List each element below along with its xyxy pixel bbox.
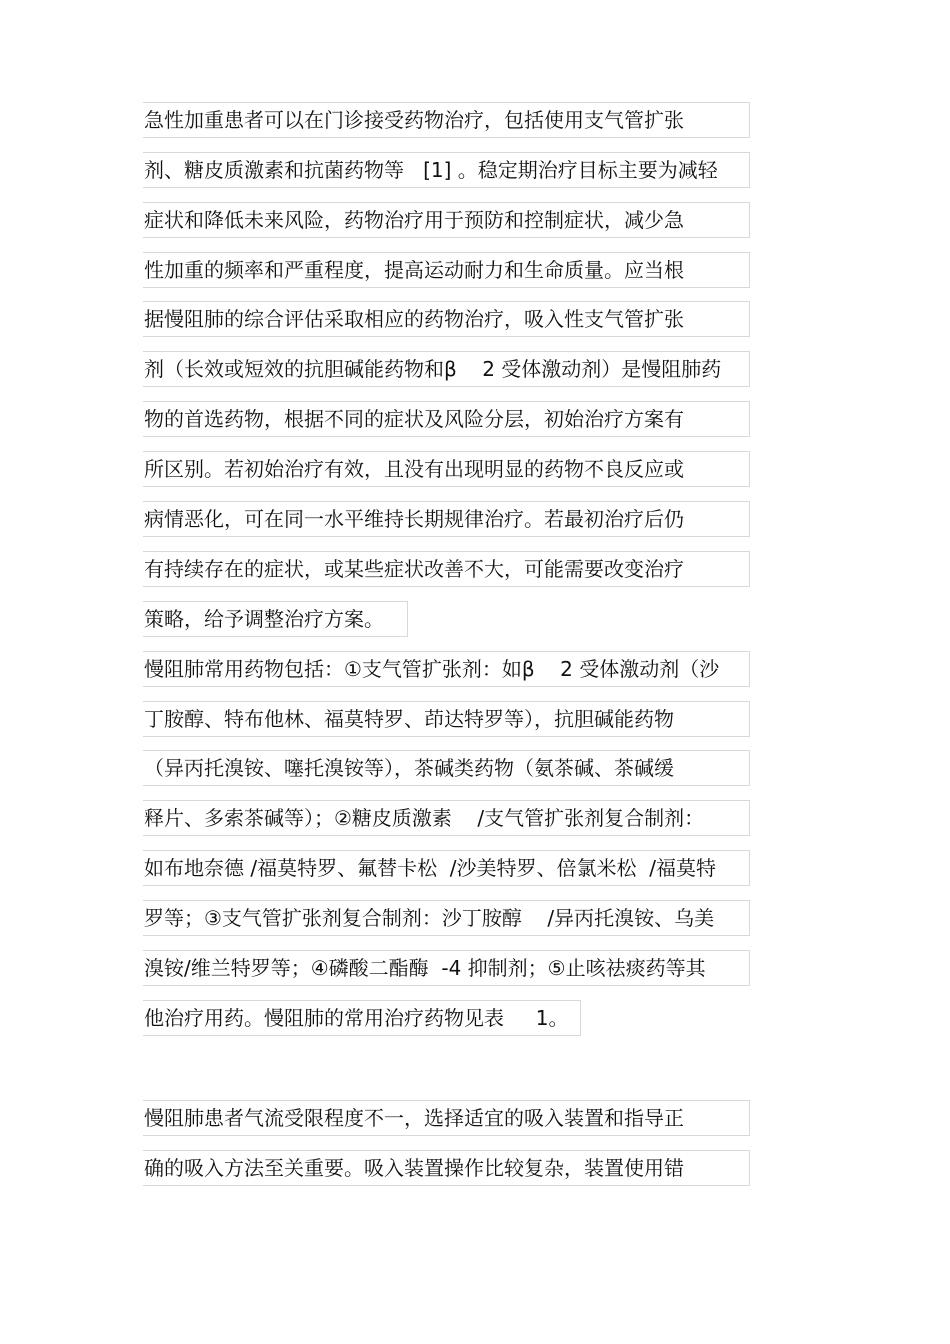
text-line: 丁胺醇、特布他林、福莫特罗、茚达特罗等），抗胆碱能药物 — [143, 701, 750, 737]
text-line: 策略，给予调整治疗方案。 — [143, 601, 408, 637]
text-line: 病情恶化，可在同一水平维持长期规律治疗。若最初治疗后仍 — [143, 501, 750, 537]
text-line: 他治疗用药。慢阻肺的常用治疗药物见表 1。 — [143, 1000, 581, 1036]
text-line: 所区别。若初始治疗有效，且没有出现明显的药物不良反应或 — [143, 451, 750, 487]
text-line: 溴铵/维兰特罗等；④磷酸二酯酶 -4 抑制剂；⑤止咳祛痰药等其 — [143, 950, 750, 986]
text-line: 物的首选药物，根据不同的症状及风险分层，初始治疗方案有 — [143, 401, 750, 437]
text-line: 症状和降低未来风险，药物治疗用于预防和控制症状，减少急 — [143, 202, 750, 238]
text-line: 确的吸入方法至关重要。吸入装置操作比较复杂，装置使用错 — [143, 1150, 750, 1186]
text-line: 释片、多索茶碱等）；②糖皮质激素 /支气管扩张剂复合制剂： — [143, 800, 750, 836]
text-line: 慢阻肺患者气流受限程度不一，选择适宜的吸入装置和指导正 — [143, 1100, 750, 1136]
text-line: 有持续存在的症状，或某些症状改善不大，可能需要改变治疗 — [143, 551, 750, 587]
text-line: 罗等；③支气管扩张剂复合制剂：沙丁胺醇 /异丙托溴铵、乌美 — [143, 900, 750, 936]
text-line: 剂（长效或短效的抗胆碱能药物和β 2 受体激动剂）是慢阻肺药 — [143, 351, 750, 387]
text-line: 如布地奈德 /福莫特罗、氟替卡松 /沙美特罗、倍氯米松 /福莫特 — [143, 850, 750, 886]
text-line: 据慢阻肺的综合评估采取相应的药物治疗，吸入性支气管扩张 — [143, 301, 750, 337]
text-line: 性加重的频率和严重程度，提高运动耐力和生命质量。应当根 — [143, 252, 750, 288]
text-line: 急性加重患者可以在门诊接受药物治疗，包括使用支气管扩张 — [143, 102, 750, 138]
text-line: （异丙托溴铵、噻托溴铵等），茶碱类药物（氨茶碱、茶碱缓 — [143, 750, 750, 786]
text-line: 剂、糖皮质激素和抗菌药物等 [1] 。稳定期治疗目标主要为减轻 — [143, 152, 750, 188]
text-line: 慢阻肺常用药物包括：①支气管扩张剂：如β 2 受体激动剂（沙 — [143, 651, 750, 687]
